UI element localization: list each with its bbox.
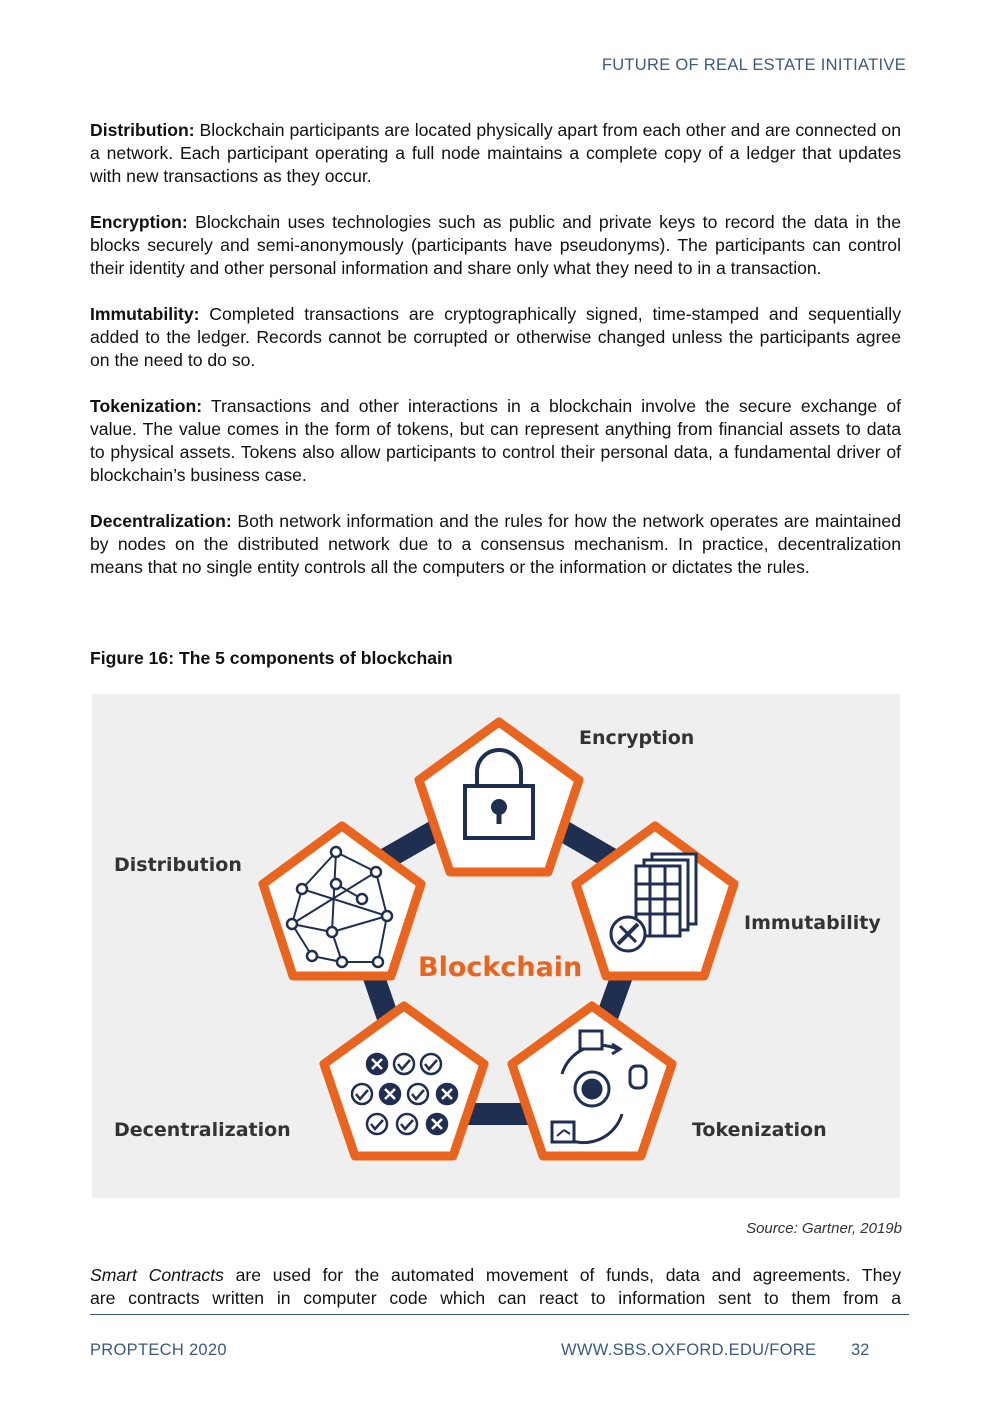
label-blockchain: Blockchain <box>418 952 583 983</box>
figure-source: Source: Gartner, 2019b <box>746 1220 902 1237</box>
footer-title: PROPTECH 2020 <box>90 1341 227 1359</box>
term: Tokenization: <box>90 396 203 416</box>
definition: Both network information and the rules for how the network operates are maintained by nodes on the distributed network due to a consensus mechanism. In practice, decentralization means that no single entity controls all the computers or the information or dictates the rules. <box>90 511 901 577</box>
paragraph-immutability <box>90 303 901 372</box>
line-1 <box>90 1264 901 1287</box>
italic-term: Smart Contracts <box>90 1265 224 1285</box>
definition: Blockchain uses technologies such as public and private keys to record the data in the blocks securely and semi-anonymously (participants have pseudonyms). The participants can control their identity and other personal information and share only what they need to in a transaction. <box>90 212 901 278</box>
paragraph-decentralization <box>90 510 901 579</box>
label-tokenization: Tokenization <box>692 1119 827 1141</box>
term: Distribution: <box>90 120 195 140</box>
label-distribution: Distribution <box>114 854 242 876</box>
label-immutability: Immutability <box>744 912 881 934</box>
body-text <box>90 119 901 602</box>
label-encryption: Encryption <box>579 727 695 749</box>
figure-title: Figure 16: The 5 components of blockchain <box>90 648 453 668</box>
line-2: are contracts written in computer code which can react to information sent to them from a <box>90 1288 901 1308</box>
definition: Completed transactions are cryptographically signed, time-stamped and sequentially added to the ledger. Records cannot be corrupted or otherwise changed unless the participants agree on the need to do so. <box>90 304 901 370</box>
page-number: 32 <box>851 1341 870 1359</box>
footer-divider <box>90 1314 909 1315</box>
blockchain-diagram <box>92 694 900 1198</box>
tokenization-pentagon <box>512 1006 672 1156</box>
paragraph-distribution <box>90 119 901 188</box>
smart-contracts-paragraph <box>90 1264 901 1310</box>
decentralization-pentagon <box>324 1006 484 1156</box>
definition: Transactions and other interactions in a blockchain involve the secure exchange of value. The value comes in the form of tokens, but can represent anything from financial assets to data to physical assets. Tokens also allow participants to control their personal data, a fundamental driver of blockchain’s business case. <box>90 396 901 485</box>
line-1-text: are used for the automated movement of funds, data and agreements. They <box>223 1265 901 1285</box>
label-decentralization: Decentralization <box>114 1119 291 1141</box>
encryption-pentagon <box>419 722 579 872</box>
blockchain-figure <box>92 694 900 1198</box>
paragraph-encryption <box>90 211 901 280</box>
term: Decentralization: <box>90 511 232 531</box>
paragraph-tokenization <box>90 395 901 487</box>
definition: Blockchain participants are located physically apart from each other and are connected on a network. Each participant operating a full node maintains a complete copy of a ledger that updates with new transactions as they occur. <box>90 120 901 186</box>
term: Immutability: <box>90 304 200 324</box>
running-header: FUTURE OF REAL ESTATE INITIATIVE <box>601 56 906 74</box>
footer-url: WWW.SBS.OXFORD.EDU/FORE <box>561 1341 817 1359</box>
term: Encryption: <box>90 212 188 232</box>
